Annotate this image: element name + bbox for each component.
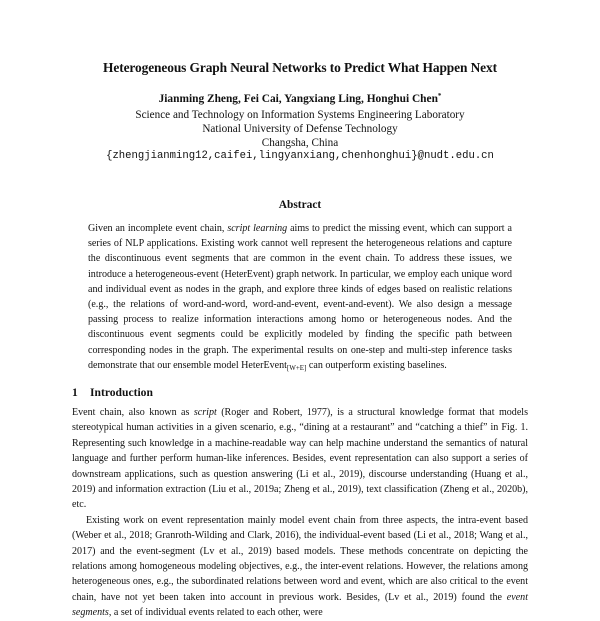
model-subscript: [W+E] — [286, 363, 307, 372]
abstract-text: Given an incomplete event chain, script learning aims to predict the missing event, which can support a series of NLP applications. Existing work cannot well represent the heterogeneous relations and capture the discontinuous event segments that are common in the event chain. To address these issues, we introduce a heterogeneous-event (HeterEvent) graph network. In particular, we employ each unique word and individual event as nodes in the graph, and explore three kinds of edges based on realistic relations (e.g., the relations of word-and-word, word-and-event, event-and-event). We also design a message passing process to realize information interactions among homo or heterogeneous nodes. And the discontinuous event segments could be explicitly modeled by finding the specific path between corresponding nodes in the graph. The experimental results on one-step and multi-step inference tasks demonstrate that our ensemble model HeterEvent$_{[W+E]}$ can outperform existing baselines. — [88, 223, 512, 372]
author-list — [0, 93, 600, 105]
abstract-heading: Abstract — [278, 199, 322, 211]
author-names: Jianming Zheng, Fei Cai, Yangxiang Ling, Honghui Chen — [158, 93, 438, 105]
affiliation-university: National University of Defense Technology — [202, 123, 398, 135]
term-event-segments: event segments — [72, 591, 528, 619]
author-footnote-mark: * — [437, 92, 442, 100]
affiliation-location: Changsha, China — [261, 137, 339, 149]
section-number: 1 — [72, 386, 78, 399]
affiliation-lab: Science and Technology on Information Systems Engineering Laboratory — [135, 109, 465, 121]
section-title: Introduction — [90, 386, 153, 399]
paper-title: Heterogeneous Graph Neural Networks to Predict What Happen Next — [103, 60, 497, 75]
intro-paragraph-1: Event chain, also known as script (Roger and Robert, 1977), is a structural knowledge format that models stereotypical human activities in a given scenario, e.g., “dining at a restaurant” and “catching a thief” in Fig. 1. Representing such knowledge in a machine-readable way can help machine understand the semantics of natural language and further perform human-like inferences. Besides, event representation can also support a series of downstream applications, such as question answering (Li et al., 2019), discourse understanding (Huang et al., 2019) and information extraction (Liu et al., 2019a; Zheng et al., 2019), text classification (Zheng et al., 2020b), etc. — [72, 407, 528, 511]
introduction-body — [72, 405, 528, 621]
term-script-learning: script learning — [227, 223, 288, 234]
intro-paragraph-2: Existing work on event representation mainly model event chain from three aspects, the intra-event based (Weber et al., 2018; Granroth-Wilding and Clark, 2016), the individual-event based (Li et al., 2018; Wang et al., 2017) and the event-segment (Lv et al., 2019) based models. These methods concentrate on depicting the relations among homogeneous modeling objectives, e.g., the inter-event relations. However, the relations among heterogeneous ones, e.g., the subordinated relations between word and event, which are also critical to the event chain, have not yet been taken into account in previous work. Besides, (Lv et al., 2019) found the event segments, a set of individual events related to each other, were — [72, 514, 528, 619]
term-script: script — [193, 407, 217, 418]
author-emails: {zhengjianming12,caifei,lingyanxiang,chenhonghui}@nudt.edu.cn — [106, 150, 494, 162]
section-heading-introduction — [72, 386, 153, 399]
